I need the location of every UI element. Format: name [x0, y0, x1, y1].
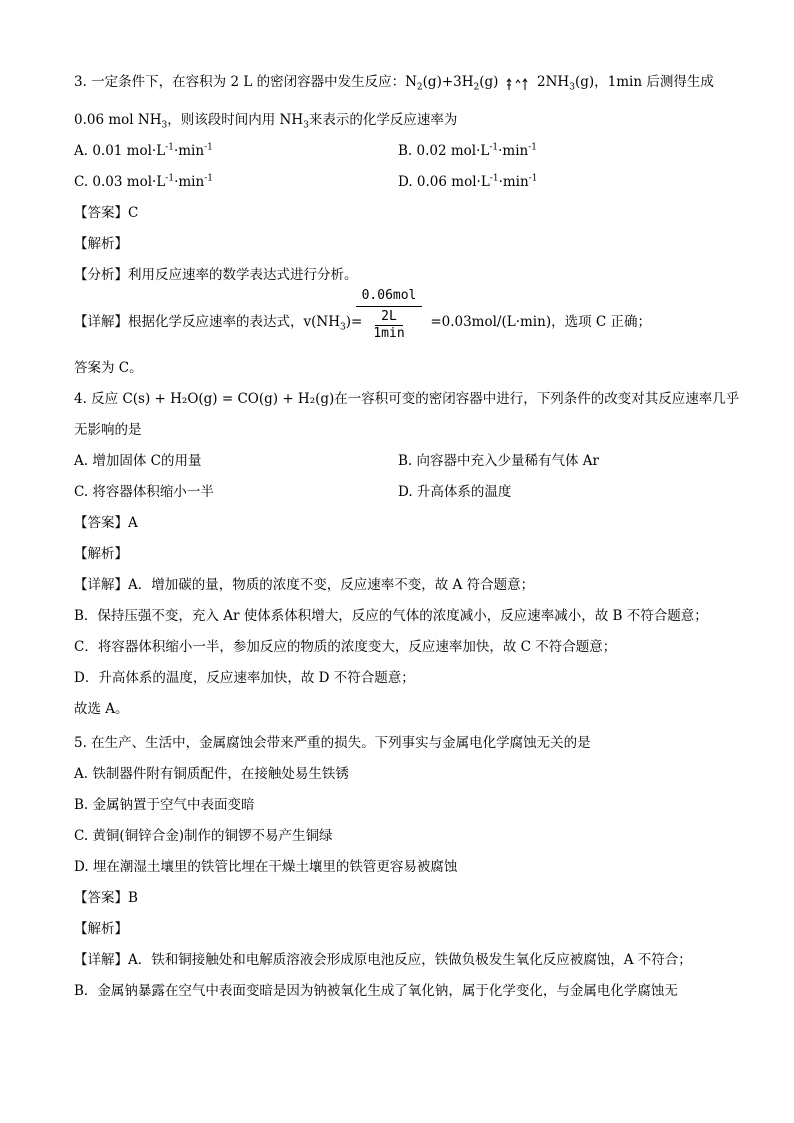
- q3-option-b: B. 0.02 $mol\cdot L^{-1}\cdot\min^{-1}$: [398, 142, 538, 159]
- q3-conclusion: 答案为 C。: [74, 360, 143, 376]
- q5-option-b: B. 金属钠置于空气中表面变暗: [74, 797, 255, 813]
- q5-answer: 【答案】B: [74, 890, 138, 906]
- q4-answer: 【答案】A: [74, 515, 138, 531]
- q5-analysis-heading: 【解析】: [74, 921, 128, 937]
- q4-detail-d: D．升高体系的温度，反应速率加快，故 D 不符合题意；: [74, 670, 415, 686]
- q5-detail-a: 【详解】A．铁和铜接触处和电解质溶液会形成原电池反应，铁做负极发生氧化反应被腐蚀，A 不符合；: [74, 952, 692, 968]
- q4-option-c: C. 将容器体积缩小一半: [74, 484, 214, 500]
- q4-option-b: B. 向容器中充入少量稀有气体 Ar: [398, 453, 599, 469]
- q3-stem-line1: 3. 一定条件下，在容积为 2 L 的密闭容器中发生反应：$N_2(g)+3H_2(g)$ $2NH_3(g)$，1min 后测得生成: [74, 74, 714, 93]
- q4-detail-a: 【详解】A．增加碳的量，物质的浓度不变，反应速率不变，故 A 符合题意；: [74, 577, 535, 593]
- q3-detail: 【详解】根据化学反应速率的表达式，$v(NH_3)= =0.03mol/(L\cdot\min)$，选项 C 正确；: [74, 314, 651, 333]
- q4-conclusion: 故选 A。: [74, 701, 129, 717]
- q5-detail-b: B．金属钠暴露在空气中表面变暗是因为钠被氧化生成了氧化钠，属于化学变化，与金属电化学腐蚀无: [74, 983, 678, 999]
- q3-analysis-heading: 【解析】: [74, 236, 128, 252]
- q5-stem: 5. 在生产、生活中，金属腐蚀会带来严重的损失。下列事实与金属电化学腐蚀无关的是: [74, 735, 591, 751]
- q3-stem-line2: 0.06 mol $NH_3$，则该段时间内用 $NH_3$来表示的化学反应速率为: [74, 112, 458, 131]
- q5-option-d: D. 埋在潮湿土壤里的铁管比埋在干燥土壤里的铁管更容易被腐蚀: [74, 859, 458, 875]
- q3-option-d: D. 0.06 $mol\cdot L^{-1}\cdot\min^{-1}$: [398, 173, 538, 190]
- q3-analysis: 【分析】利用反应速率的数学表达式进行分析。: [74, 267, 358, 283]
- q3-option-a: A. 0.01 $mol\cdot L^{-1}\cdot\min^{-1}$: [74, 142, 213, 159]
- q3-option-c: C. 0.03 $mol\cdot L^{-1}\cdot\min^{-1}$: [74, 173, 213, 190]
- q4-detail-c: C．将容器体积缩小一半，参加反应的物质的浓度变大，反应速率加快，故 C 不符合题意；: [74, 639, 617, 655]
- q4-stem-line2: 无影响的是: [74, 422, 142, 438]
- q4-stem-line1: 4. 反应 C(s) + H₂O(g) = CO(g) + H₂(g)在一容积可变的密闭容器中进行，下列条件的改变对其反应速率几乎: [74, 391, 740, 407]
- q4-option-a: A. 增加固体 C的用量: [74, 453, 202, 469]
- rate-fraction: [356, 288, 422, 342]
- q4-detail-b: B．保持压强不变，充入 Ar 使体系体积增大，反应的气体的浓度减小，反应速率减小，故 B 不符合题意；: [74, 608, 708, 624]
- fraction-numerator: 0.06mol: [361, 288, 417, 303]
- fraction-denominator-bottom: 1min: [373, 326, 405, 341]
- q5-option-c: C. 黄铜(铜锌合金)制作的铜锣不易产生铜绿: [74, 828, 333, 844]
- reversible-arrow-icon: [503, 76, 533, 90]
- q4-analysis-heading: 【解析】: [74, 546, 128, 562]
- fraction-denominator-top: 2L: [375, 309, 403, 326]
- q3-answer: 【答案】C: [74, 205, 139, 221]
- q5-option-a: A. 铁制器件附有铜质配件，在接触处易生铁锈: [74, 766, 349, 782]
- q4-option-d: D. 升高体系的温度: [398, 484, 512, 500]
